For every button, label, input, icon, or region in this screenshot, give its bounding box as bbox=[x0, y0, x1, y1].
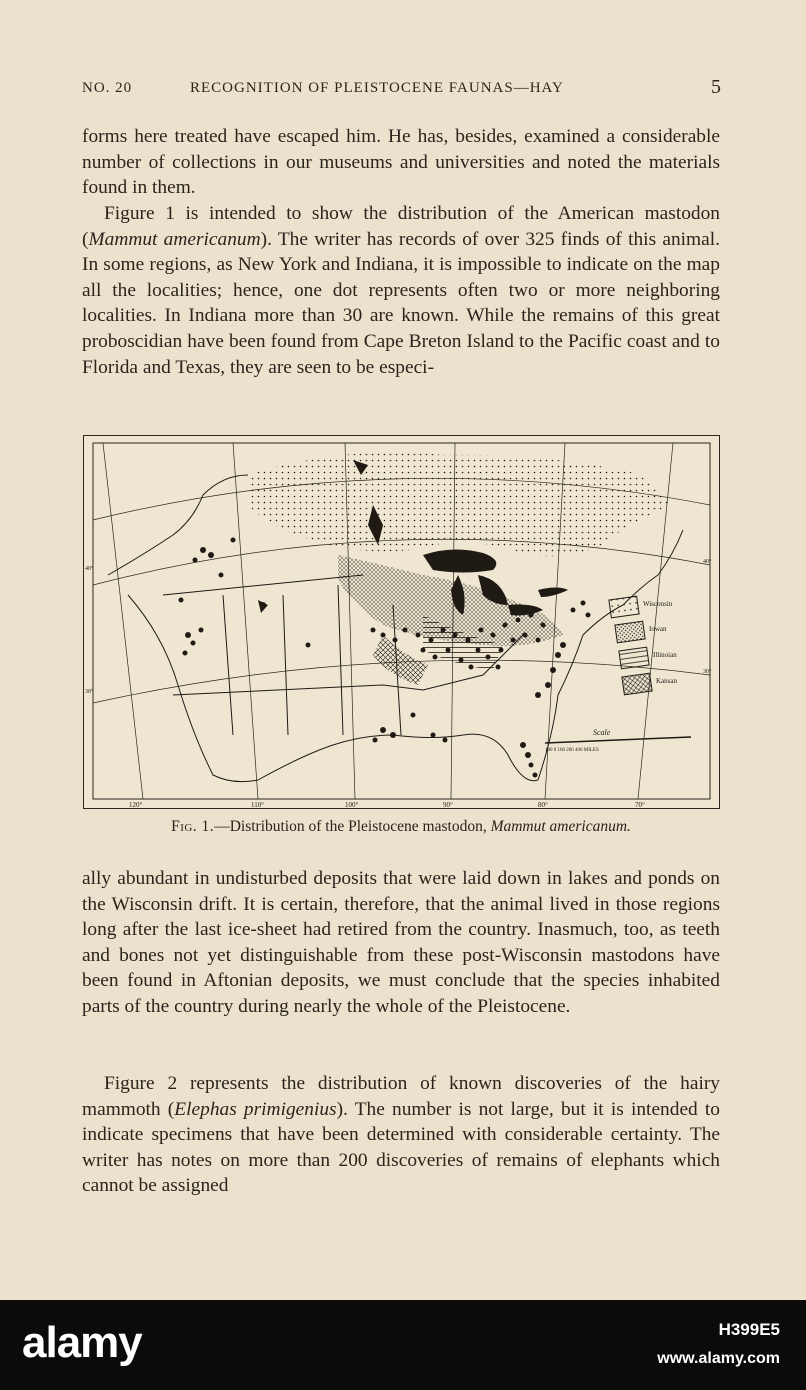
watermark-url: www.alamy.com bbox=[657, 1350, 780, 1367]
series-number: NO. 20 bbox=[82, 80, 133, 96]
legend-kansan: Kansan bbox=[656, 677, 677, 685]
caption-label: Fig. 1. bbox=[171, 818, 215, 835]
watermark-footer bbox=[0, 1300, 806, 1390]
lat-right-40: 40° bbox=[703, 559, 712, 565]
lon-80: 80° bbox=[538, 801, 548, 809]
alamy-logo: alamy bbox=[22, 1318, 142, 1367]
caption-text: —Distribution of the Pleistocene mastodon, bbox=[214, 818, 491, 835]
image-id: H399E5 bbox=[718, 1320, 780, 1339]
legend-iowan: Iowan bbox=[649, 625, 667, 633]
scale-title: Scale bbox=[593, 728, 611, 737]
species-name-mammoth: Elephas primigenius bbox=[174, 1098, 337, 1120]
paragraph-3-text: ally abundant in undisturbed deposits that were laid down in lakes and ponds on the Wisconsin drift. It is certain, therefore, that the animal lived in those regions long after the last ice-sheet had retired from the country. Inasmuch, too, as teeth and bones not yet distinguishable from these post-Wisconsin mastodons have been found in Aftonian deposits, we must conclude that the species inhabited parts of the country during nearly the whole of the Pleistocene. bbox=[82, 868, 720, 1017]
paragraph-3 bbox=[82, 866, 720, 1020]
figure-1-map bbox=[83, 435, 720, 809]
page-number: 5 bbox=[711, 76, 722, 98]
paragraph-1 bbox=[82, 124, 720, 201]
caption-species: Mammut americanum. bbox=[490, 818, 631, 835]
paragraph-2-text-a: Figure 1 is intended to show the distribution of the American mastodon ( bbox=[82, 203, 720, 250]
lon-100: 100° bbox=[345, 801, 359, 809]
lat-left-40: 40° bbox=[85, 566, 94, 572]
lon-70: 70° bbox=[635, 801, 645, 809]
scale-ticks: 100 0 100 200 400 MILES bbox=[545, 748, 599, 753]
legend-wisconsin: Wisconsin bbox=[643, 600, 673, 608]
paragraph-4-text-b: ). The number is not large, but it is intended to indicate specimens that have been determined with considerable certainty. The writer has notes on more than 200 discoveries of remains of elephants which cannot be assigned bbox=[82, 1098, 721, 1197]
lat-right-30: 30° bbox=[703, 669, 712, 675]
paragraph-2 bbox=[82, 201, 720, 380]
lon-110: 110° bbox=[251, 801, 265, 809]
distribution-map bbox=[83, 435, 720, 809]
legend-illinoian: Illinoian bbox=[653, 651, 677, 659]
figure-caption bbox=[82, 818, 720, 836]
lat-left-30: 30° bbox=[85, 689, 94, 695]
paragraph-1-text: forms here treated have escaped him. He has, besides, examined a considerable number of collections in our museums and universities and noted the materials found in them. bbox=[82, 126, 720, 199]
species-name-mastodon: Mammut americanum bbox=[88, 228, 261, 250]
running-header bbox=[82, 76, 722, 102]
paragraph-2-text-b: ). The writer has records of over 325 finds of this animal. In some regions, as New York and Indiana, it is impossible to indicate on the map all the localities; hence, one dot represents often two or more neighboring localities. In Indiana more than 30 are known. While the remains of this great proboscidian have been found from Cape Breton Island to the Pacific coast and to Florida and Texas, they are seen to be especi- bbox=[82, 228, 720, 378]
paragraph-4 bbox=[82, 1071, 720, 1199]
running-title: RECOGNITION OF PLEISTOCENE FAUNAS—HAY bbox=[190, 80, 564, 96]
lon-120: 120° bbox=[129, 801, 143, 809]
lon-90: 90° bbox=[443, 801, 453, 809]
paragraph-4-text-a: Figure 2 represents the distribution of known discoveries of the hairy mammoth ( bbox=[82, 1073, 720, 1120]
